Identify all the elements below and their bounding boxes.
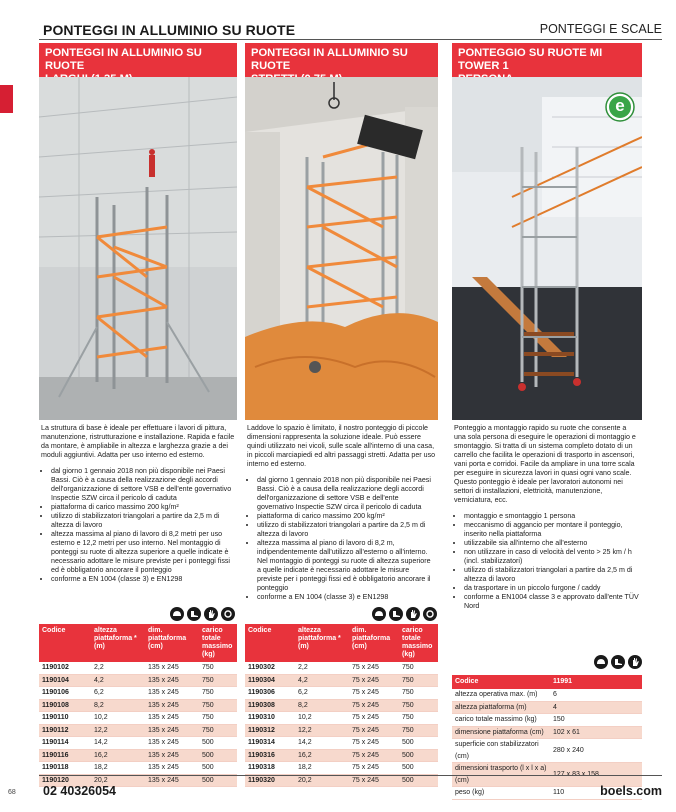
product-code-cell: 1190302 bbox=[245, 662, 295, 674]
table-cell: 8,2 bbox=[295, 699, 349, 712]
table-cell: 8,2 bbox=[91, 699, 145, 712]
spec-value-cell: 150 bbox=[550, 714, 642, 727]
glove-icon bbox=[204, 607, 218, 621]
table-cell: 14,2 bbox=[295, 737, 349, 750]
eco-badge-icon bbox=[605, 92, 635, 122]
list-item: • utilizzo di stabilizzatori triangolari a partire da 2,5 m di altezza di lavoro bbox=[257, 521, 436, 539]
table-cell: 750 bbox=[199, 687, 237, 700]
table-cell: 750 bbox=[399, 724, 438, 737]
table-cell: 16,2 bbox=[91, 749, 145, 762]
bullet-list bbox=[454, 512, 640, 611]
table-cell: 750 bbox=[199, 724, 237, 737]
column-header: Codice bbox=[452, 675, 550, 689]
shoe-icon bbox=[187, 607, 201, 621]
column-header: 11991 bbox=[550, 675, 642, 689]
table-cell: 500 bbox=[399, 737, 438, 750]
table-cell: 135 x 245 bbox=[145, 774, 199, 787]
table-row bbox=[245, 749, 438, 762]
column-header: Codice bbox=[245, 624, 295, 662]
product-code-cell: 1190314 bbox=[245, 737, 295, 750]
shoe-icon bbox=[611, 655, 625, 669]
list-item: • da trasportare in un piccolo furgone / caddy bbox=[464, 584, 640, 593]
table-cell: 75 x 245 bbox=[349, 674, 399, 687]
bullet-list bbox=[41, 467, 235, 584]
footer-url[interactable]: boels.com bbox=[600, 784, 662, 798]
table-cell: 135 x 245 bbox=[145, 662, 199, 674]
list-item: • utilizzo di stabilizzatori triangolari a partire da 2,5 m di altezza di lavoro bbox=[51, 512, 235, 530]
glove-icon bbox=[406, 607, 420, 621]
side-tab-marker bbox=[0, 85, 13, 113]
product-code-cell: 1190118 bbox=[39, 762, 91, 775]
table-cell: 135 x 245 bbox=[145, 674, 199, 687]
product-code-cell: 1190306 bbox=[245, 687, 295, 700]
list-item: • non utilizzare in caso di velocità del vento > 25 km / h (incl. stabilizzatori) bbox=[464, 548, 640, 566]
list-item: • conforme a EN 1004 (classe 3) e EN1298 bbox=[257, 593, 436, 602]
list-item: • piattaforma di carico massimo 200 kg/m² bbox=[257, 512, 436, 521]
description-block bbox=[41, 424, 235, 584]
heading-line: PONTEGGI IN ALLUMINIO SU RUOTE bbox=[45, 47, 202, 72]
photo-narrow-scaffold bbox=[245, 77, 438, 420]
table-cell: 500 bbox=[199, 762, 237, 775]
table-row bbox=[39, 712, 237, 725]
table-row bbox=[39, 662, 237, 674]
column-heading bbox=[452, 43, 642, 77]
table-row bbox=[245, 724, 438, 737]
table-row bbox=[39, 687, 237, 700]
column-heading bbox=[245, 43, 438, 77]
table-body bbox=[39, 662, 237, 787]
table-body bbox=[452, 689, 642, 799]
helmet-icon bbox=[372, 607, 386, 621]
table-row bbox=[39, 762, 237, 775]
table-row bbox=[452, 701, 642, 714]
heading-line: PONTEGGI IN ALLUMINIO SU RUOTE bbox=[251, 47, 408, 72]
product-code-cell: 1190308 bbox=[245, 699, 295, 712]
product-code-cell: 1190320 bbox=[245, 774, 295, 787]
spec-value-cell: 280 x 240 bbox=[550, 739, 642, 763]
page-number: 68 bbox=[8, 789, 16, 796]
product-code-cell: 1190318 bbox=[245, 762, 295, 775]
table-cell: 750 bbox=[199, 662, 237, 674]
helmet-icon bbox=[594, 655, 608, 669]
product-code-cell: 1190312 bbox=[245, 724, 295, 737]
table-cell: 18,2 bbox=[295, 762, 349, 775]
photo-wide-scaffold bbox=[39, 77, 237, 420]
table-cell: 135 x 245 bbox=[145, 749, 199, 762]
table-cell: 135 x 245 bbox=[145, 699, 199, 712]
spec-label-cell: dimensioni trasporto (l x l x a) (cm) bbox=[452, 763, 550, 787]
table-cell: 750 bbox=[399, 699, 438, 712]
table-cell: 75 x 245 bbox=[349, 699, 399, 712]
table-cell: 16,2 bbox=[295, 749, 349, 762]
table-cell: 75 x 245 bbox=[349, 687, 399, 700]
product-table-narrow bbox=[245, 624, 438, 787]
table-cell: 750 bbox=[199, 674, 237, 687]
table-row bbox=[39, 749, 237, 762]
table-cell: 500 bbox=[399, 749, 438, 762]
table-row bbox=[452, 689, 642, 701]
table-row bbox=[39, 699, 237, 712]
spec-label-cell: altezza piattaforma (m) bbox=[452, 701, 550, 714]
table-row bbox=[245, 687, 438, 700]
table-cell: 500 bbox=[199, 774, 237, 787]
column-heading bbox=[39, 43, 237, 77]
table-cell: 135 x 245 bbox=[145, 762, 199, 775]
photo-mi-tower bbox=[452, 77, 642, 420]
spec-label-cell: dimensione piattaforma (cm) bbox=[452, 726, 550, 739]
list-item: • utilizzabile sia all'interno che all'esterno bbox=[464, 539, 640, 548]
table-row bbox=[245, 662, 438, 674]
table-cell: 12,2 bbox=[91, 724, 145, 737]
list-item: • altezza massima al piano di lavoro di 8,2 m, indipendentemente dall'utilizzo all'esterno o all'interno. Nel montaggio di ponteggi su ruote di altezza superiore a quelle indicate è necessario adottare le misure previste per i ponteggi fissi ed è obbligatorio ancorare il ponteggio bbox=[257, 539, 436, 593]
ppe-icon-row bbox=[170, 607, 235, 623]
table-cell: 75 x 245 bbox=[349, 662, 399, 674]
table-cell: 75 x 245 bbox=[349, 749, 399, 762]
intro-text: La struttura di base è ideale per effettuare i lavori di pittura, manutenzione, ristrutturazione e installazione. Rapida e facile da montare, è ampliabile in altezza e larghezza grazie a dei moduli aggiuntivi. Adatta per uso interno ed esterno. bbox=[41, 424, 235, 459]
description-block bbox=[454, 424, 640, 611]
column-mi-tower bbox=[452, 43, 642, 77]
table-cell: 75 x 245 bbox=[349, 737, 399, 750]
column-header: Codice bbox=[39, 624, 91, 662]
product-code-cell: 1190120 bbox=[39, 774, 91, 787]
description-block bbox=[247, 424, 436, 602]
footer-rule bbox=[39, 775, 662, 776]
list-item: • altezza massima al piano di lavoro di 8,2 metri per uso esterno e 12,2 metri per uso interno. Nel montaggio di ponteggi su ruote di altezza superiore a quelle indicate è necessario adottare le misure previste per i ponteggi fissi ed è obbligatorio ancorare il ponteggio bbox=[51, 530, 235, 575]
product-code-cell: 1190112 bbox=[39, 724, 91, 737]
table-cell: 2,2 bbox=[91, 662, 145, 674]
table-row bbox=[245, 737, 438, 750]
table-row bbox=[245, 699, 438, 712]
product-code-cell: 1190116 bbox=[39, 749, 91, 762]
table-cell: 20,2 bbox=[295, 774, 349, 787]
table-cell: 750 bbox=[399, 687, 438, 700]
glove-icon bbox=[628, 655, 642, 669]
column-header: carico totale massimo (kg) bbox=[199, 624, 237, 662]
table-row bbox=[39, 674, 237, 687]
footer-phone: 02 40326054 bbox=[43, 784, 116, 798]
table-cell: 14,2 bbox=[91, 737, 145, 750]
spec-label-cell: peso (kg) bbox=[452, 787, 550, 800]
ppe-icon-row bbox=[594, 655, 642, 671]
table-body bbox=[245, 662, 438, 787]
table-cell: 12,2 bbox=[295, 724, 349, 737]
table-row bbox=[245, 712, 438, 725]
column-wide-scaffold bbox=[39, 43, 237, 77]
table-row bbox=[39, 724, 237, 737]
list-item: • utilizzo di stabilizzatori triangolari a partire da 2,5 m di altezza di lavoro bbox=[464, 566, 640, 584]
column-header: altezza piattaforma * (m) bbox=[91, 624, 145, 662]
list-item: • conforme a EN 1004 (classe 3) e EN1298 bbox=[51, 575, 235, 584]
table-row bbox=[39, 737, 237, 750]
table-cell: 135 x 245 bbox=[145, 687, 199, 700]
table-cell: 500 bbox=[399, 762, 438, 775]
table-cell: 135 x 245 bbox=[145, 712, 199, 725]
table-cell: 10,2 bbox=[295, 712, 349, 725]
table-cell: 75 x 245 bbox=[349, 724, 399, 737]
product-code-cell: 1190304 bbox=[245, 674, 295, 687]
table-row bbox=[452, 714, 642, 727]
list-item: • dal giorno 1 gennaio 2018 non più disponibile nei Paesi Bassi. Ciò è a causa della realizzazione degli accordi dell'organizzazione di settore VSB e dell'ente governativo Inspectie SZW circa il pericolo di caduta bbox=[257, 476, 436, 512]
heading-line: PONTEGGIO SU RUOTE MI TOWER 1 bbox=[458, 47, 603, 72]
list-item: • conforme a EN1004 classe 3 e approvato dall'ente TÜV Nord bbox=[464, 593, 640, 611]
column-header: dim. piattaforma (cm) bbox=[145, 624, 199, 662]
intro-text: Ponteggio a montaggio rapido su ruote che consente a una sola persona di eseguire le operazioni di montaggio e smontaggio. Si tratta di un sistema completo dotato di un carrello che facilita le operazioni di trasporto in ascensori, vani porta e corridoi. Facile da ampliare in una torre scala per eseguire in sicurezza lavori in quasi ogni vano scale. Questo ponteggio è ideale per lavoratori autonomi nei settori di installazioni, elettricità, manutenzione, verniciatura, ecc. bbox=[454, 424, 636, 504]
product-code-cell: 1190108 bbox=[39, 699, 91, 712]
table-cell: 4,2 bbox=[91, 674, 145, 687]
list-item: • piattaforma di carico massimo 200 kg/m² bbox=[51, 503, 235, 512]
table-cell: 18,2 bbox=[91, 762, 145, 775]
helmet-icon bbox=[170, 607, 184, 621]
table-row bbox=[452, 739, 642, 763]
harness-icon bbox=[423, 607, 437, 621]
bullet-list bbox=[247, 476, 436, 602]
table-cell: 750 bbox=[199, 712, 237, 725]
table-cell: 4,2 bbox=[295, 674, 349, 687]
column-header: altezza piattaforma * (m) bbox=[295, 624, 349, 662]
table-cell: 135 x 245 bbox=[145, 737, 199, 750]
table-cell: 75 x 245 bbox=[349, 712, 399, 725]
page-title: PONTEGGI IN ALLUMINIO SU RUOTE bbox=[43, 22, 296, 38]
product-code-cell: 1190102 bbox=[39, 662, 91, 674]
product-code-cell: 1190310 bbox=[245, 712, 295, 725]
table-cell: 750 bbox=[399, 674, 438, 687]
product-code-cell: 1190110 bbox=[39, 712, 91, 725]
column-header: dim. piattaforma (cm) bbox=[349, 624, 399, 662]
header-rule bbox=[39, 39, 662, 40]
table-header-row bbox=[39, 624, 237, 662]
table-cell: 6,2 bbox=[295, 687, 349, 700]
spec-value-cell: 6 bbox=[550, 689, 642, 701]
table-cell: 500 bbox=[399, 774, 438, 787]
table-cell: 2,2 bbox=[295, 662, 349, 674]
table-cell: 75 x 245 bbox=[349, 774, 399, 787]
table-cell: 750 bbox=[399, 712, 438, 725]
table-header-row bbox=[452, 675, 642, 689]
product-code-cell: 1190114 bbox=[39, 737, 91, 750]
product-table-wide bbox=[39, 624, 237, 787]
table-cell: 10,2 bbox=[91, 712, 145, 725]
table-header-row bbox=[245, 624, 438, 662]
product-code-cell: 1190106 bbox=[39, 687, 91, 700]
list-item: • montaggio e smontaggio 1 persona bbox=[464, 512, 640, 521]
table-row bbox=[452, 726, 642, 739]
column-header: carico totale massimo (kg) bbox=[399, 624, 438, 662]
table-cell: 750 bbox=[199, 699, 237, 712]
product-code-cell: 1190316 bbox=[245, 749, 295, 762]
spec-label-cell: altezza operativa max. (m) bbox=[452, 689, 550, 701]
spec-label-cell: superficie con stabilizzatori (cm) bbox=[452, 739, 550, 763]
list-item: • meccanismo di aggancio per montare il ponteggio, inserito nella piattaforma bbox=[464, 521, 640, 539]
column-narrow-scaffold bbox=[245, 43, 438, 77]
table-row bbox=[245, 674, 438, 687]
spec-value-cell: 102 x 61 bbox=[550, 726, 642, 739]
product-spec-mi-tower bbox=[452, 675, 642, 800]
table-cell: 20,2 bbox=[91, 774, 145, 787]
shoe-icon bbox=[389, 607, 403, 621]
harness-icon bbox=[221, 607, 235, 621]
intro-text: Laddove lo spazio è limitato, il nostro ponteggio di piccole dimensioni rappresenta la soluzione ideale. Può essere quindi utilizzato nei vicoli, sulle scale all'interno di una casa, in piccoli marciapiedi ed altri passaggi stretti. Adatta per uso interno ed esterno. bbox=[247, 424, 436, 468]
table-cell: 6,2 bbox=[91, 687, 145, 700]
list-item: • dal giorno 1 gennaio 2018 non più disponibile nei Paesi Bassi. Ciò è a causa della realizzazione degli accordi dell'organizzazione di settore VSB e dell'ente governativo Inspectie SZW circa il pericolo di caduta bbox=[51, 467, 235, 503]
table-cell: 750 bbox=[399, 662, 438, 674]
table-cell: 135 x 245 bbox=[145, 724, 199, 737]
table-cell: 500 bbox=[199, 737, 237, 750]
section-label: PONTEGGI E SCALE bbox=[539, 22, 662, 36]
table-cell: 75 x 245 bbox=[349, 762, 399, 775]
product-code-cell: 1190104 bbox=[39, 674, 91, 687]
spec-label-cell: carico totale massimo (kg) bbox=[452, 714, 550, 727]
table-row bbox=[245, 762, 438, 775]
ppe-icon-row bbox=[372, 607, 437, 623]
eco-badge-letter: e bbox=[615, 96, 625, 115]
table-cell: 500 bbox=[199, 749, 237, 762]
spec-value-cell: 4 bbox=[550, 701, 642, 714]
spec-value-cell: 110 bbox=[550, 787, 642, 800]
